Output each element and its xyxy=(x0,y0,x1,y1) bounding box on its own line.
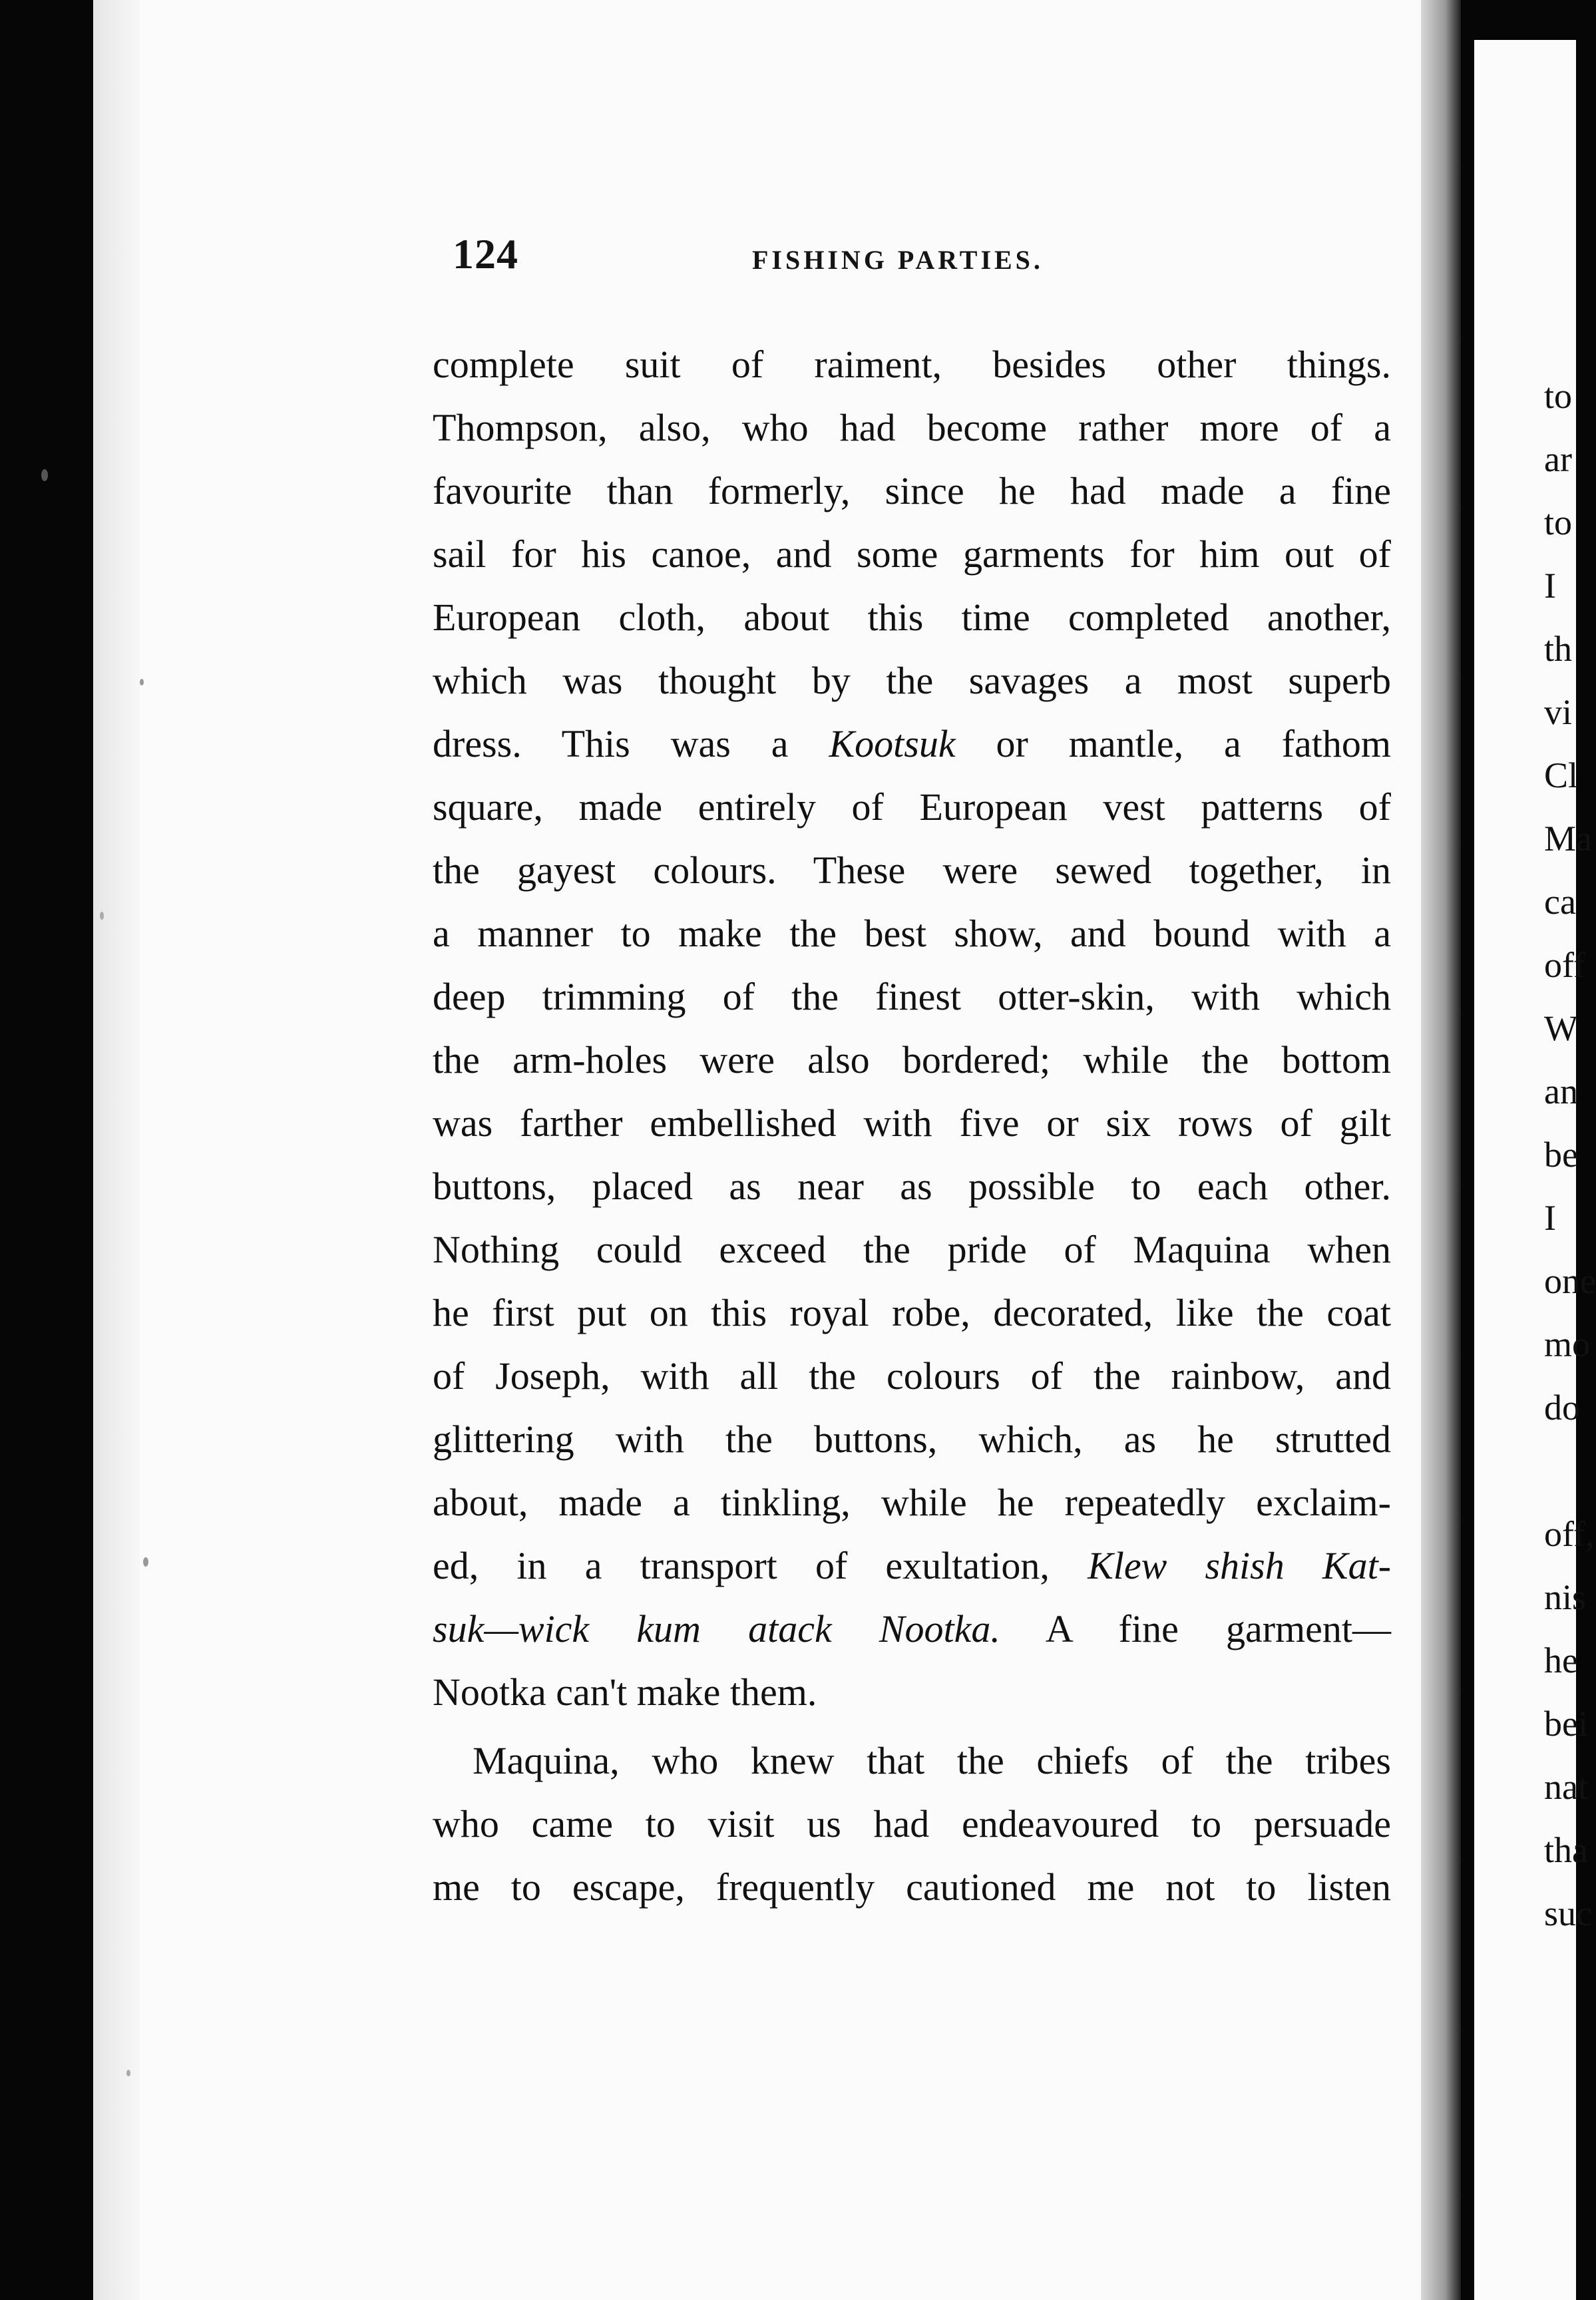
running-head: FISHING PARTIES. xyxy=(752,245,1044,275)
text-line: about, made a tinkling, while he repeatedly exclaim- xyxy=(433,1481,1391,1524)
paper-speck xyxy=(100,912,104,920)
text-line: deep trimming of the finest otter-skin, with which xyxy=(433,975,1391,1018)
text-line: glittering with the buttons, which, as he strutted xyxy=(433,1418,1391,1461)
text-span: dress. This was a xyxy=(433,722,789,765)
italic-phrase: Klew shish Kat- xyxy=(1088,1544,1392,1587)
text-line: a manner to make the best show, and bound with a xyxy=(433,912,1391,955)
facing-line: vi xyxy=(1544,692,1573,732)
facing-line: ca xyxy=(1544,882,1576,922)
facing-line: he xyxy=(1544,1640,1578,1680)
binding-edge xyxy=(93,0,140,2300)
text-line: which was thought by the savages a most superb xyxy=(433,659,1391,702)
page-number: 124 xyxy=(453,230,518,278)
facing-line: suc xyxy=(1544,1893,1592,1933)
text-line: European cloth, about this time completed another, xyxy=(433,596,1391,639)
text-line: was farther embellished with five or six rows of gilt xyxy=(433,1101,1391,1145)
facing-line: bei xyxy=(1544,1704,1588,1744)
italic-term: Kootsuk xyxy=(829,722,956,765)
text-line: the gayest colours. These were sewed together, in xyxy=(433,849,1391,892)
facing-line: Cl xyxy=(1544,755,1579,795)
body-text xyxy=(433,333,1391,1919)
facing-line: to xyxy=(1544,502,1573,542)
text-line: Thompson, also, who had become rather more of a xyxy=(433,406,1391,449)
text-line xyxy=(433,1597,1391,1660)
text-line: of Joseph, with all the colours of the rainbow, and xyxy=(433,1354,1391,1398)
text-line: square, made entirely of European vest patterns of xyxy=(433,785,1391,829)
facing-line: nat xyxy=(1544,1767,1588,1807)
facing-line: off, xyxy=(1544,1514,1595,1554)
text-line: favourite than formerly, since he had made a fine xyxy=(433,469,1391,512)
facing-line: off xyxy=(1544,945,1585,985)
text-span: or mantle, a fathom xyxy=(996,722,1391,765)
facing-line: one xyxy=(1544,1261,1596,1301)
text-line: the arm-holes were also bordered; while the bottom xyxy=(433,1038,1391,1081)
facing-line: be xyxy=(1544,1135,1578,1175)
facing-line: mo xyxy=(1544,1324,1591,1364)
text-line: Maquina, who knew that the chiefs of the tribes xyxy=(473,1739,1391,1782)
text-span: ed, in a transport of exultation, xyxy=(433,1544,1050,1587)
text-line: Nootka can't make them. xyxy=(433,1670,817,1714)
gutter-shadow xyxy=(1421,0,1461,2300)
facing-line: W xyxy=(1544,1008,1578,1048)
facing-line: to xyxy=(1544,376,1573,416)
text-line: who came to visit us had endeavoured to persuade xyxy=(433,1802,1391,1845)
paper-speck xyxy=(143,1557,148,1567)
facing-line xyxy=(1544,1439,1596,1503)
facing-line: an xyxy=(1544,1071,1578,1111)
text-line: complete suit of raiment, besides other things. xyxy=(433,343,1391,386)
paper-speck xyxy=(140,679,144,685)
facing-line: ar xyxy=(1544,439,1572,479)
paper-speck xyxy=(41,469,48,481)
text-line: me to escape, frequently cautioned me not to listen xyxy=(433,1865,1391,1909)
paper-speck xyxy=(126,2070,130,2076)
facing-line: I xyxy=(1544,1198,1556,1238)
facing-line: Ma xyxy=(1544,819,1592,859)
facing-line: tha xyxy=(1544,1830,1588,1870)
facing-line: do xyxy=(1544,1388,1580,1428)
text-line xyxy=(433,1534,1391,1597)
italic-phrase: suk—wick kum atack Nootka. xyxy=(433,1607,1000,1650)
facing-line: I xyxy=(1544,566,1556,606)
text-line: buttons, placed as near as possible to each other. xyxy=(433,1165,1391,1208)
text-line xyxy=(433,712,1391,775)
text-span: A fine garment— xyxy=(1045,1607,1391,1650)
facing-line: nis xyxy=(1544,1577,1587,1617)
page-header xyxy=(453,230,1411,289)
facing-page-text xyxy=(1544,365,1596,1945)
text-line: sail for his canoe, and some garments for him out of xyxy=(433,532,1391,576)
text-line: he first put on this royal robe, decorated, like the coat xyxy=(433,1291,1391,1334)
text-line: Nothing could exceed the pride of Maquina when xyxy=(433,1228,1391,1271)
facing-line: th xyxy=(1544,629,1573,669)
